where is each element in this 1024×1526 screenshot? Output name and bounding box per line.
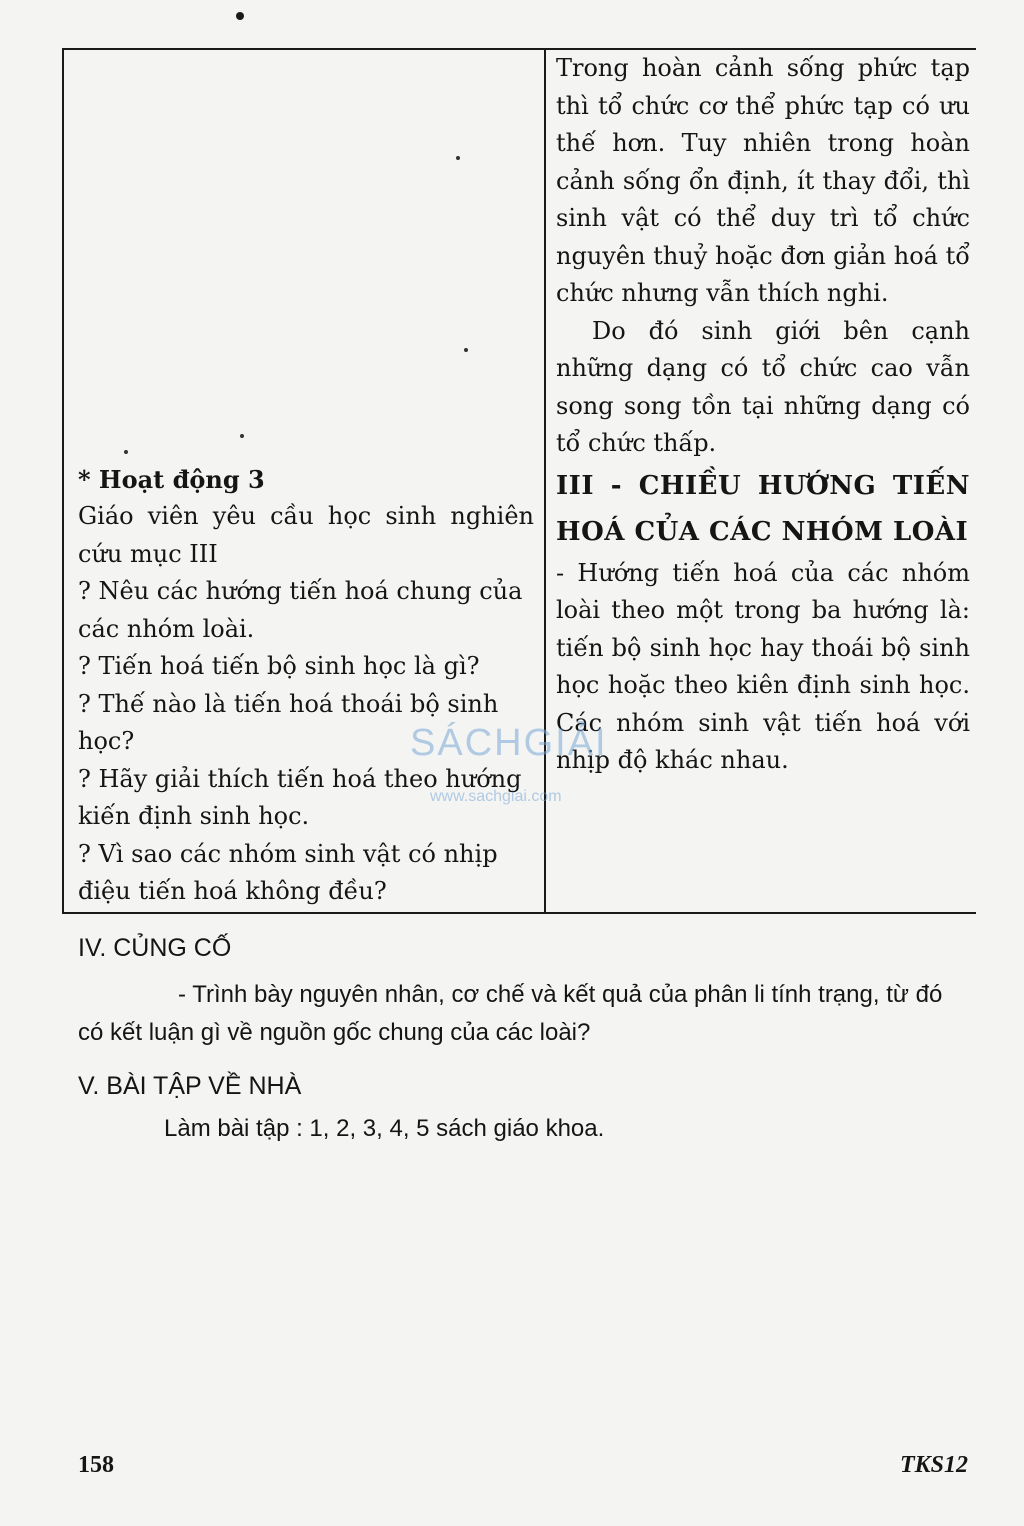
watermark-brand: SÁCHGIẢI: [410, 722, 608, 764]
content-column: [556, 50, 970, 780]
print-speck: [236, 12, 244, 20]
consolidation-text: - Trình bày nguyên nhân, cơ chế và kết quả của phân li tính trạng, từ đó có kết luận gì về nguồn gốc chung của các loài?: [78, 981, 943, 1046]
content-paragraph: Trong hoàn cảnh sống phức tạp thì tổ chức cơ thể phức tạp có ưu thế hơn. Tuy nhiên trong hoàn cảnh sống ổn định, ít thay đổi, thì sinh vật có thể duy trì tổ chức nguyên thuỷ hoặc đơn giản hoá tổ chức nhưng vẫn thích nghi.: [556, 54, 970, 307]
content-paragraph: - Hướng tiến hoá của các nhóm loài theo một trong ba hướng là: tiến bộ sinh học hay thoái bộ sinh học hoặc theo kiên định sinh học. Các nhóm sinh vật tiến hoá với nhịp độ khác nhau.: [556, 558, 970, 774]
activity-intro: Giáo viên yêu cầu học sinh nghiên cứu mục III: [78, 502, 534, 568]
question-item: ? Vì sao các nhóm sinh vật có nhịp điệu tiến hoá không đều?: [78, 839, 498, 905]
question-item: ? Nêu các hướng tiến hoá chung của các nhóm loài.: [78, 577, 523, 643]
consolidation-heading: IV. CỦNG CỐ: [78, 934, 232, 962]
question-item: ? Thế nào là tiến hoá thoái bộ sinh học?: [78, 689, 499, 755]
book-code: TKS12: [899, 1452, 968, 1478]
content-paragraph: Do đó sinh giới bên cạnh những dạng có tổ chức cao vẫn song song tồn tại những dạng có tổ chức thấp.: [556, 316, 970, 457]
watermark-logo: [410, 722, 640, 812]
page-number: 158: [78, 1452, 114, 1478]
question-item: ? Tiến hoá tiến bộ sinh học là gì?: [78, 652, 480, 680]
homework-heading: V. BÀI TẬP VỀ NHÀ: [78, 1072, 302, 1100]
question-item: ? Hãy giải thích tiến hoá theo hướng kiến định sinh học.: [78, 764, 522, 830]
activity-title: * Hoạt động 3: [78, 465, 265, 494]
watermark-url: www.sachgiai.com: [430, 788, 562, 805]
section-heading: III - CHIỀU HƯỚNG TIẾN HOÁ CỦA CÁC NHÓM LOÀI: [556, 470, 970, 547]
homework-text: Làm bài tập : 1, 2, 3, 4, 5 sách giáo khoa.: [164, 1115, 605, 1142]
teacher-activity-column: [78, 462, 534, 911]
